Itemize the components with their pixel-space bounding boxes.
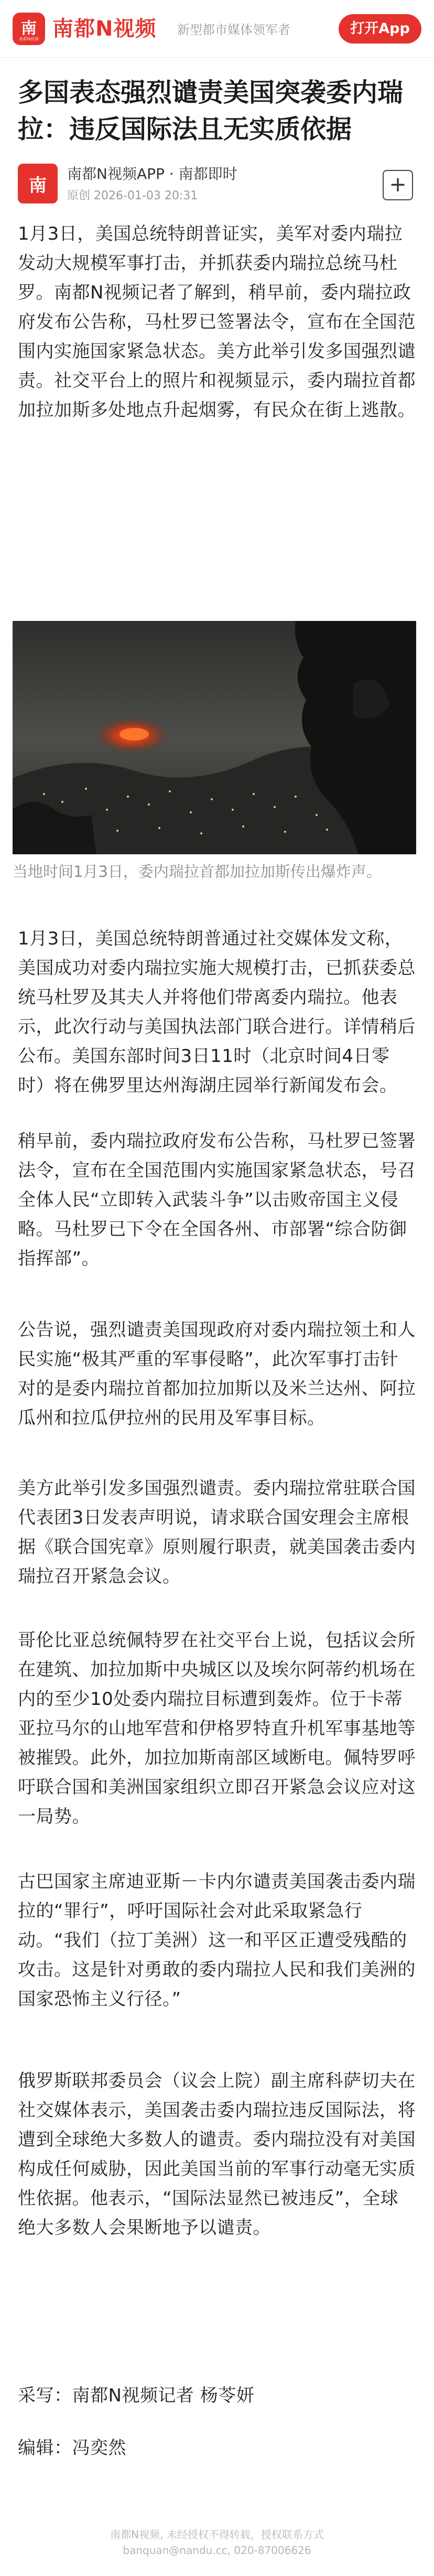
brand-name[interactable]: 南都N视频	[52, 17, 157, 41]
logo-glyph: 南	[21, 19, 37, 38]
app-header	[0, 0, 434, 58]
article-paragraph: 1月3日，美国总统特朗普证实，美军对委内瑞拉发动大规模军事打击，并抓获委内瑞拉总统马杜罗。南都N视频记者了解到，稍早前，委内瑞拉政府发布公告称，马杜罗已签署法令，宣布在全国范围内实施国家紧急状态。美方此举引发多国强烈谴责。社交平台上的照片和视频显示，委内瑞拉首都加拉加斯多处地点升起烟雾，有民众在街上逃散。	[18, 223, 416, 421]
logo-subtext: 南都N视频	[19, 37, 39, 41]
copyright-notice: 南都N视频, 未经授权不得转载，授权联系方式	[110, 2528, 324, 2541]
brand-slogan: 新型都市媒体领军者	[177, 23, 290, 37]
editor-credit: 编辑：冯奕然	[18, 2438, 126, 2459]
reporter-credit: 采写：南都N视频记者 杨苓妍	[18, 2385, 255, 2406]
app-logo-icon[interactable]	[13, 13, 45, 45]
photo-caption: 当地时间1月3日，委内瑞拉首都加拉加斯传出爆炸声。	[13, 863, 382, 881]
publish-meta: 原创 2026-01-03 20:31	[67, 189, 198, 202]
article-photo[interactable]	[13, 621, 416, 854]
article-paragraph: 美方此举引发多国强烈谴责。委内瑞拉常驻联合国代表团3日发表声明说，请求联合国安理会主席根据《联合国宪章》原则履行职责，就美国袭击委内瑞拉召开紧急会议。	[18, 1478, 416, 1587]
avatar-glyph: 南	[29, 175, 47, 196]
article-paragraph: 稍早前，委内瑞拉政府发布公告称，马杜罗已签署法令，宣布在全国范围内实施国家紧急状态，号召全体人民“立即转入武装斗争”以击败帝国主义侵略。马杜罗已下令在全国各州、市部署“综合防御指挥部”。	[18, 1131, 416, 1269]
open-app-button[interactable]: 打开App	[339, 14, 421, 44]
article-paragraph: 古巴国家主席迪亚斯－卡内尔谴责美国袭击委内瑞拉的“罪行”，呼吁国际社会对此采取紧急行动。“我们（拉丁美洲）这一和平区正遭受残酷的攻击。这是针对勇敢的委内瑞拉人民和我们美洲的国家恐怖主义行径。”	[18, 1871, 416, 2010]
night-city-explosion-photo	[13, 621, 416, 854]
article-paragraph: 公告说，强烈谴责美国现政府对委内瑞拉领土和人民实施“极其严重的军事侵略”，此次军事打击针对的是委内瑞拉首都加拉加斯以及米兰达州、阿拉瓜州和拉瓜伊拉州的民用及军事目标。	[18, 1319, 416, 1429]
article-title: 多国表态强烈谴责美国突袭委内瑞拉：违反国际法且无实质依据	[18, 78, 404, 144]
copyright-contact: banquan@nandu.cc, 020-87006626	[123, 2544, 311, 2557]
article-paragraph: 哥伦比亚总统佩特罗在社交平台上说，包括议会所在建筑、加拉加斯中央城区以及埃尔阿蒂约机场在内的至少10处委内瑞拉目标遭到轰炸。位于卡蒂亚拉马尔的山地军营和伊格罗特直升机军事基地等被摧毁。此外，加拉加斯南部区域断电。佩特罗呼吁联合国和美洲国家组织立即召开紧急会议应对这一局势。	[18, 1630, 416, 1827]
article-paragraph: 1月3日，美国总统特朗普通过社交媒体发文称，美国成功对委内瑞拉实施大规模打击，已抓获委总统马杜罗及其夫人并将他们带离委内瑞拉。他表示，此次行动与美国执法部门联合进行。详情稍后公布。美国东部时间3日11时（北京时间4日零时）将在佛罗里达州海湖庄园举行新闻发布会。	[18, 928, 416, 1096]
author-name[interactable]: 南都N视频APP · 南都即时	[67, 165, 237, 183]
follow-button[interactable]: +	[383, 170, 413, 200]
article-paragraph: 俄罗斯联邦委员会（议会上院）副主席科萨切夫在社交媒体表示，美国袭击委内瑞拉违反国际法，将遭到全球绝大多数人的谴责。委内瑞拉没有对美国构成任何威胁，因此美国当前的军事行动毫无实质性依据。他表示，“国际法显然已被违反”，全球绝大多数人会果断地予以谴责。	[18, 2070, 416, 2238]
author-avatar[interactable]	[18, 164, 58, 203]
